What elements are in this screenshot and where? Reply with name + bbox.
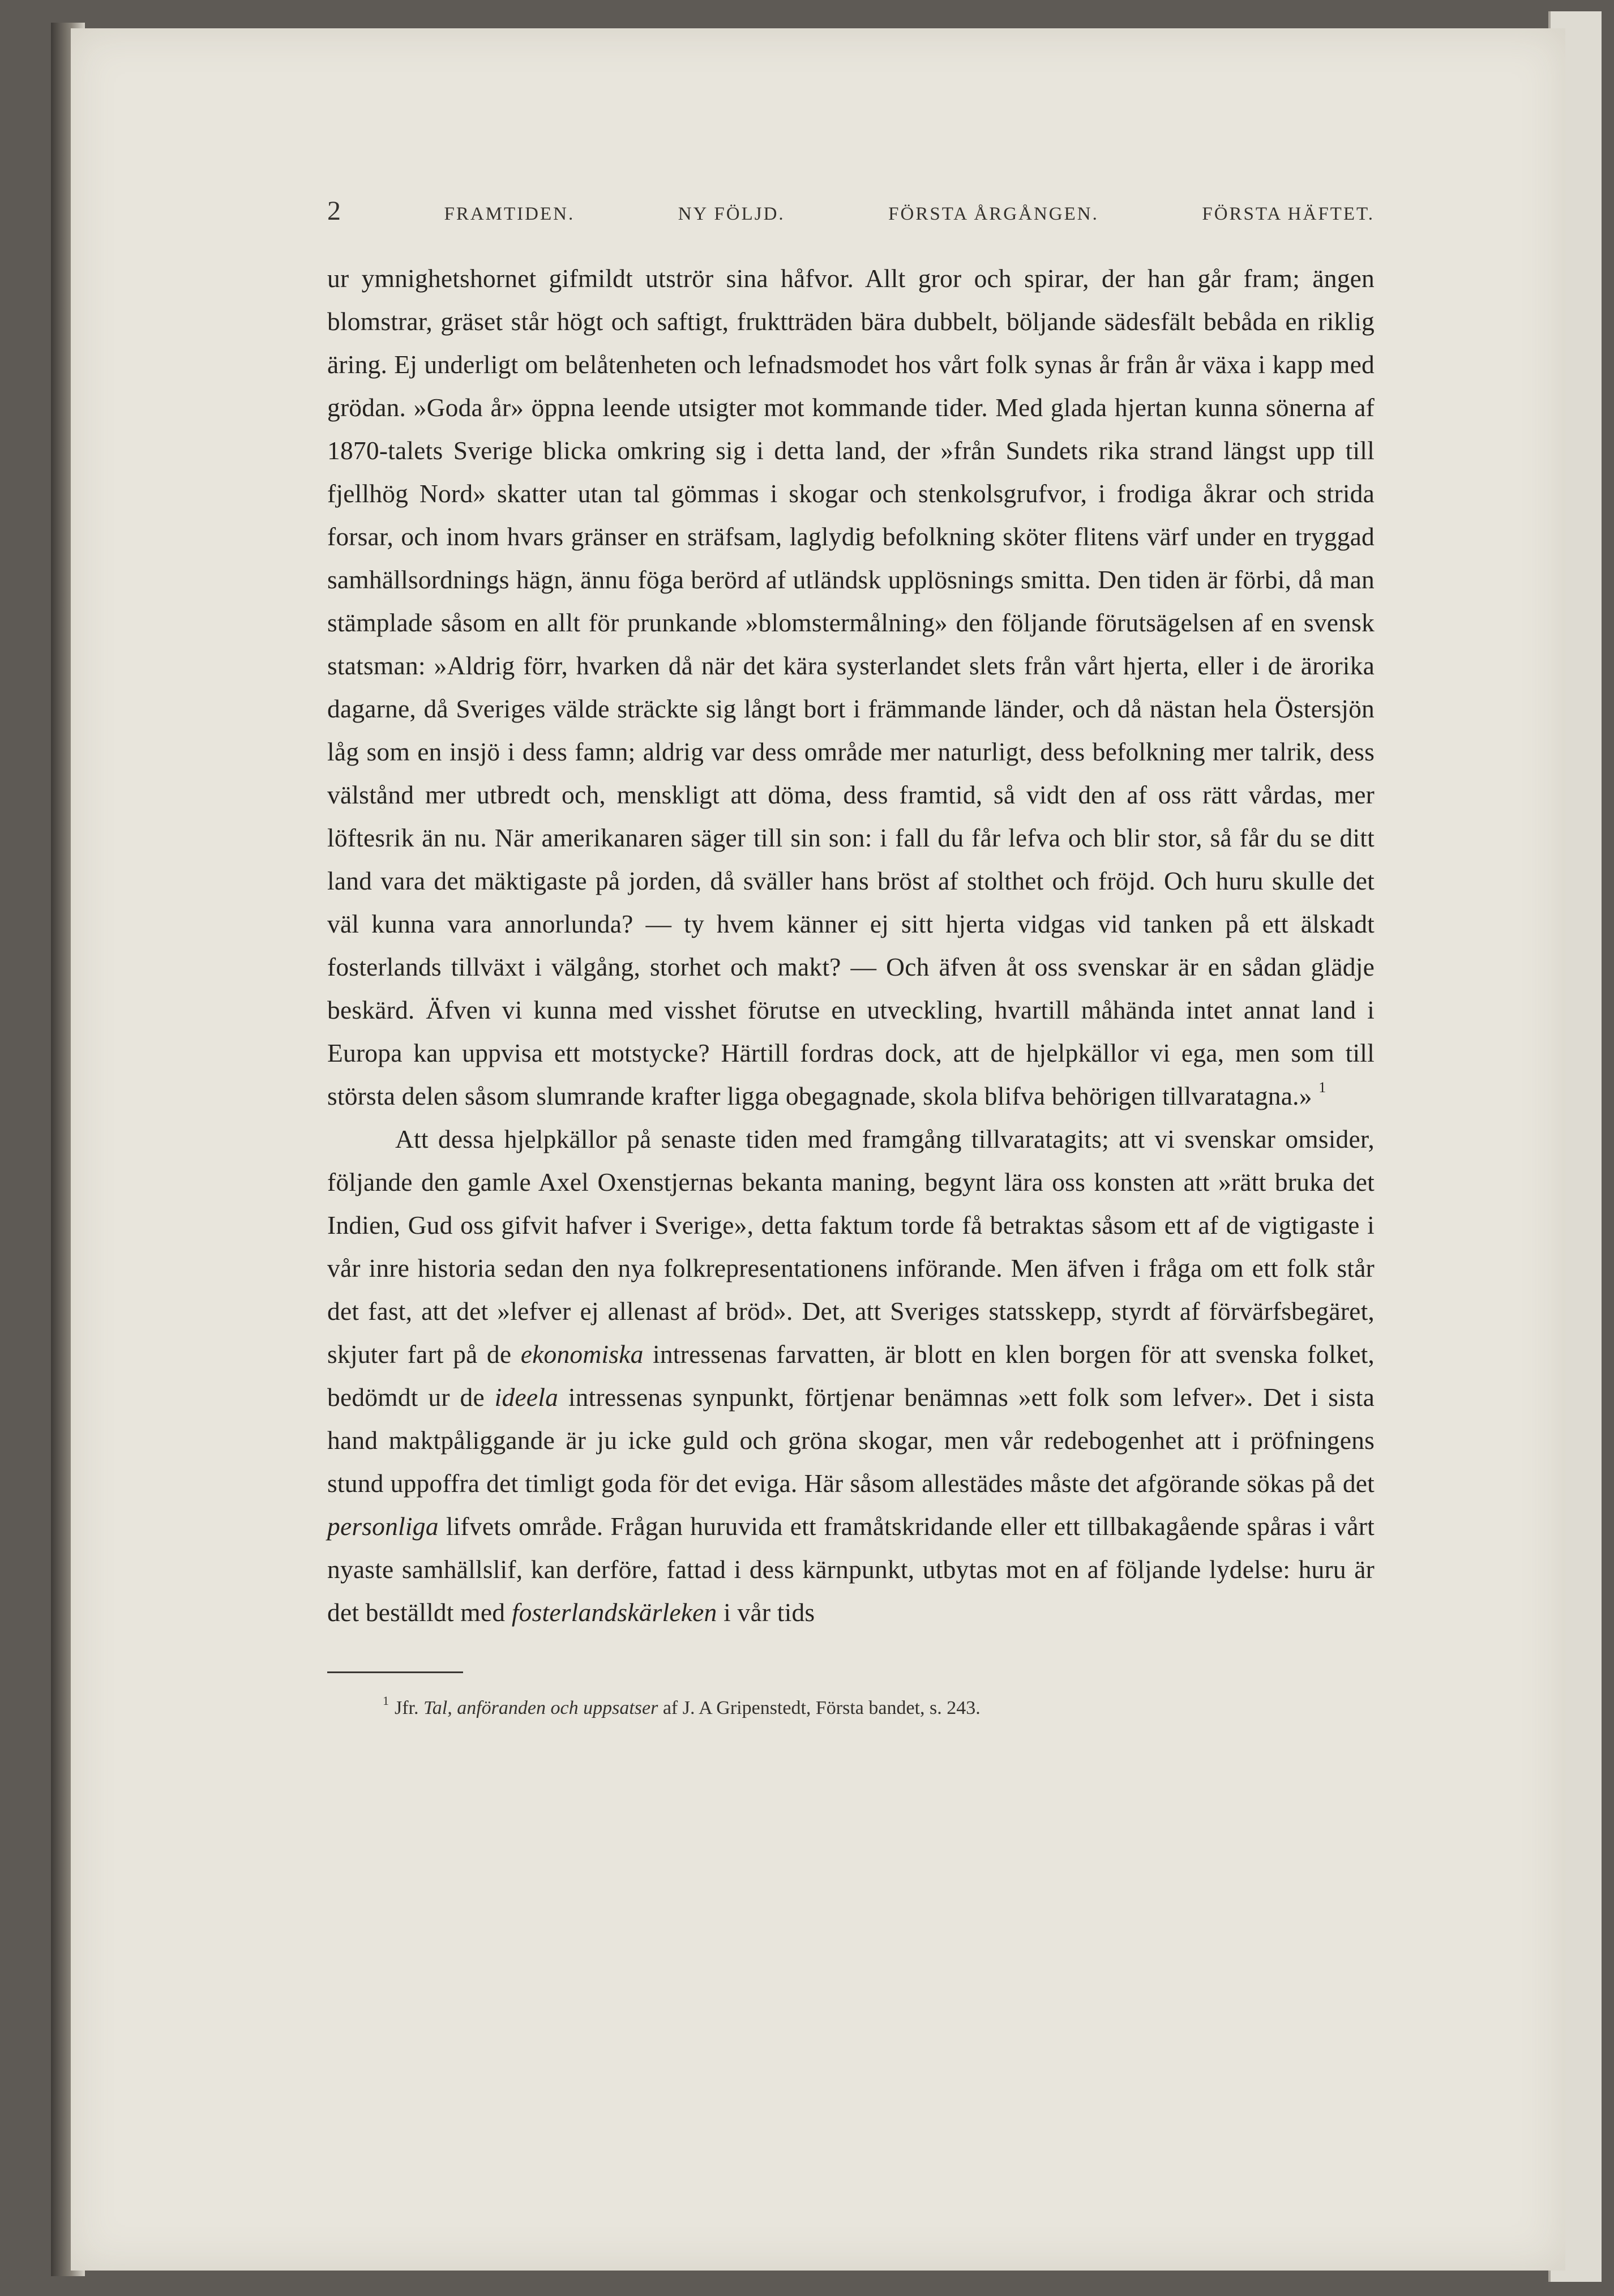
paragraph-text: Att dessa hjelpkällor på senaste tiden med framgång tillvaratagits; att vi svenskar omsider, följande den gamle Axel Oxenstjernas bekanta maning, begynt lära oss konsten att »rätt bruka det Indien, Gud oss gifvit hafver i Sverige», detta faktum torde få betraktas såsom ett af de vigtigaste i vår inre historia sedan den nya folkrepresentationens införande. Men äfven i fråga om ett folk står det fast, att det »lefver ej allenast af bröd». Det, att Sveriges statsskepp, styrdt af förvärfsbegäret, skjuter fart på de: [327, 1125, 1375, 1369]
footnote-divider: [327, 1671, 463, 1673]
paragraph: [327, 257, 1375, 1118]
emphasis: ideela: [494, 1383, 559, 1412]
footnote-title: Tal, anföranden och uppsatser: [423, 1698, 658, 1718]
running-head: [327, 195, 1375, 226]
footnote: [327, 1695, 1375, 1722]
footnote-reference: 1: [1318, 1079, 1326, 1096]
emphasis: ekonomiska: [520, 1340, 644, 1369]
volume-label: FÖRSTA ÅRGÅNGEN.: [888, 204, 1099, 224]
emphasis: personliga: [327, 1512, 439, 1541]
emphasis: fosterlandskärleken: [511, 1598, 717, 1627]
paragraph: [327, 1118, 1375, 1634]
page-content: [327, 195, 1375, 1722]
page-number: 2: [327, 196, 341, 226]
paragraph-text: ur ymnighetshornet gifmildt utströr sina håfvor. Allt gror och spirar, der han går fram; ängen blomstrar, gräset står högt och saftigt, fruktträden bära dubbelt, böljande sädesfält bebåda en riklig äring. Ej underligt om belåtenheten och lefnadsmodet hos vårt folk synas år från år växa i kapp med grödan. »Goda år» öppna leende utsigter mot kommande tider. Med glada hjertan kunna sönerna af 1870-talets Sverige blicka omkring sig i detta land, der »från Sundets rika strand längst upp till fjellhög Nord» skatter utan tal gömmas i skogar och stenkolsgrufvor, i frodiga åkrar och strida forsar, och inom hvars gränser en sträfsam, laglydig befolkning sköter flitens värf under en tryggad samhällsordnings hägn, ännu föga berörd af utländsk upplösnings smitta. Den tiden är förbi, då man stämplade såsom en allt för prunkande »blomstermålning» den följande förutsägelsen af en svensk statsman: »Aldrig förr, hvarken då när det kära systerlandet slets från vårt hjerta, eller i de ärorika dagarne, då Sveriges välde sträckte sig långt bort i främmande länder, och då nästan hela Östersjön låg som en insjö i dess famn; aldrig var dess område mer naturligt, dess befolkning mer talrik, dess välstånd mer utbredt och, menskligt att döma, dess framtid, så vidt den af oss rätt vårdas, mer löftesrik än nu. När amerikanaren säger till sin son: i fall du får lefva och blir stor, så får du se ditt land vara det mäktigaste på jorden, då sväller hans bröst af stolthet och fröjd. Och huru skulle det väl kunna vara annorlunda? — ty hvem känner ej sitt hjerta vidgas vid tanken på ett älskadt fosterlands tillväxt i välgång, storhet och makt? — Och äfven åt oss svenskar är en sådan glädje beskärd. Äfven vi kunna med visshet förutse en utveckling, hvartill måhända intet annat land i Europa kan uppvisa ett motstycke? Härtill fordras dock, att de hjelpkällor vi ega, men som till största delen såsom slumrande krafter ligga obegagnade, skola blifva behörigen tillvaratagna.»: [327, 264, 1375, 1110]
paragraph-text: lifvets område. Frågan huruvida ett framåtskridande eller ett tillbakagående spåras i vårt nyaste samhällslif, kan derföre, fattad i dess kärnpunkt, utbytas mot en af följande lydelse: huru är det beställdt med: [327, 1512, 1375, 1627]
series-label: NY FÖLJD.: [678, 204, 785, 224]
footnote-mark: 1: [383, 1694, 389, 1708]
body-text: [327, 257, 1375, 1634]
paragraph-text: intressenas farvatten, är blott en klen borgen för att svenska folket, bedömdt ur de: [327, 1340, 1375, 1412]
paragraph-text: intressenas synpunkt, förtjenar benämnas »ett folk som lefver». Det i sista hand maktpåliggande är ju icke guld och gröna skogar, men vår redebogenhet att i pröfningens stund uppoffra det timligt goda för det eviga. Här såsom allestädes måste det afgörande sökas på det: [327, 1383, 1375, 1498]
footnote-prefix: Jfr.: [395, 1698, 419, 1718]
issue-label: FÖRSTA HÄFTET.: [1202, 204, 1375, 224]
journal-title: FRAMTIDEN.: [444, 204, 575, 224]
paragraph-text: i vår tids: [723, 1598, 815, 1627]
footnote-citation: af J. A Gripenstedt, Första bandet, s. 243.: [662, 1698, 981, 1718]
